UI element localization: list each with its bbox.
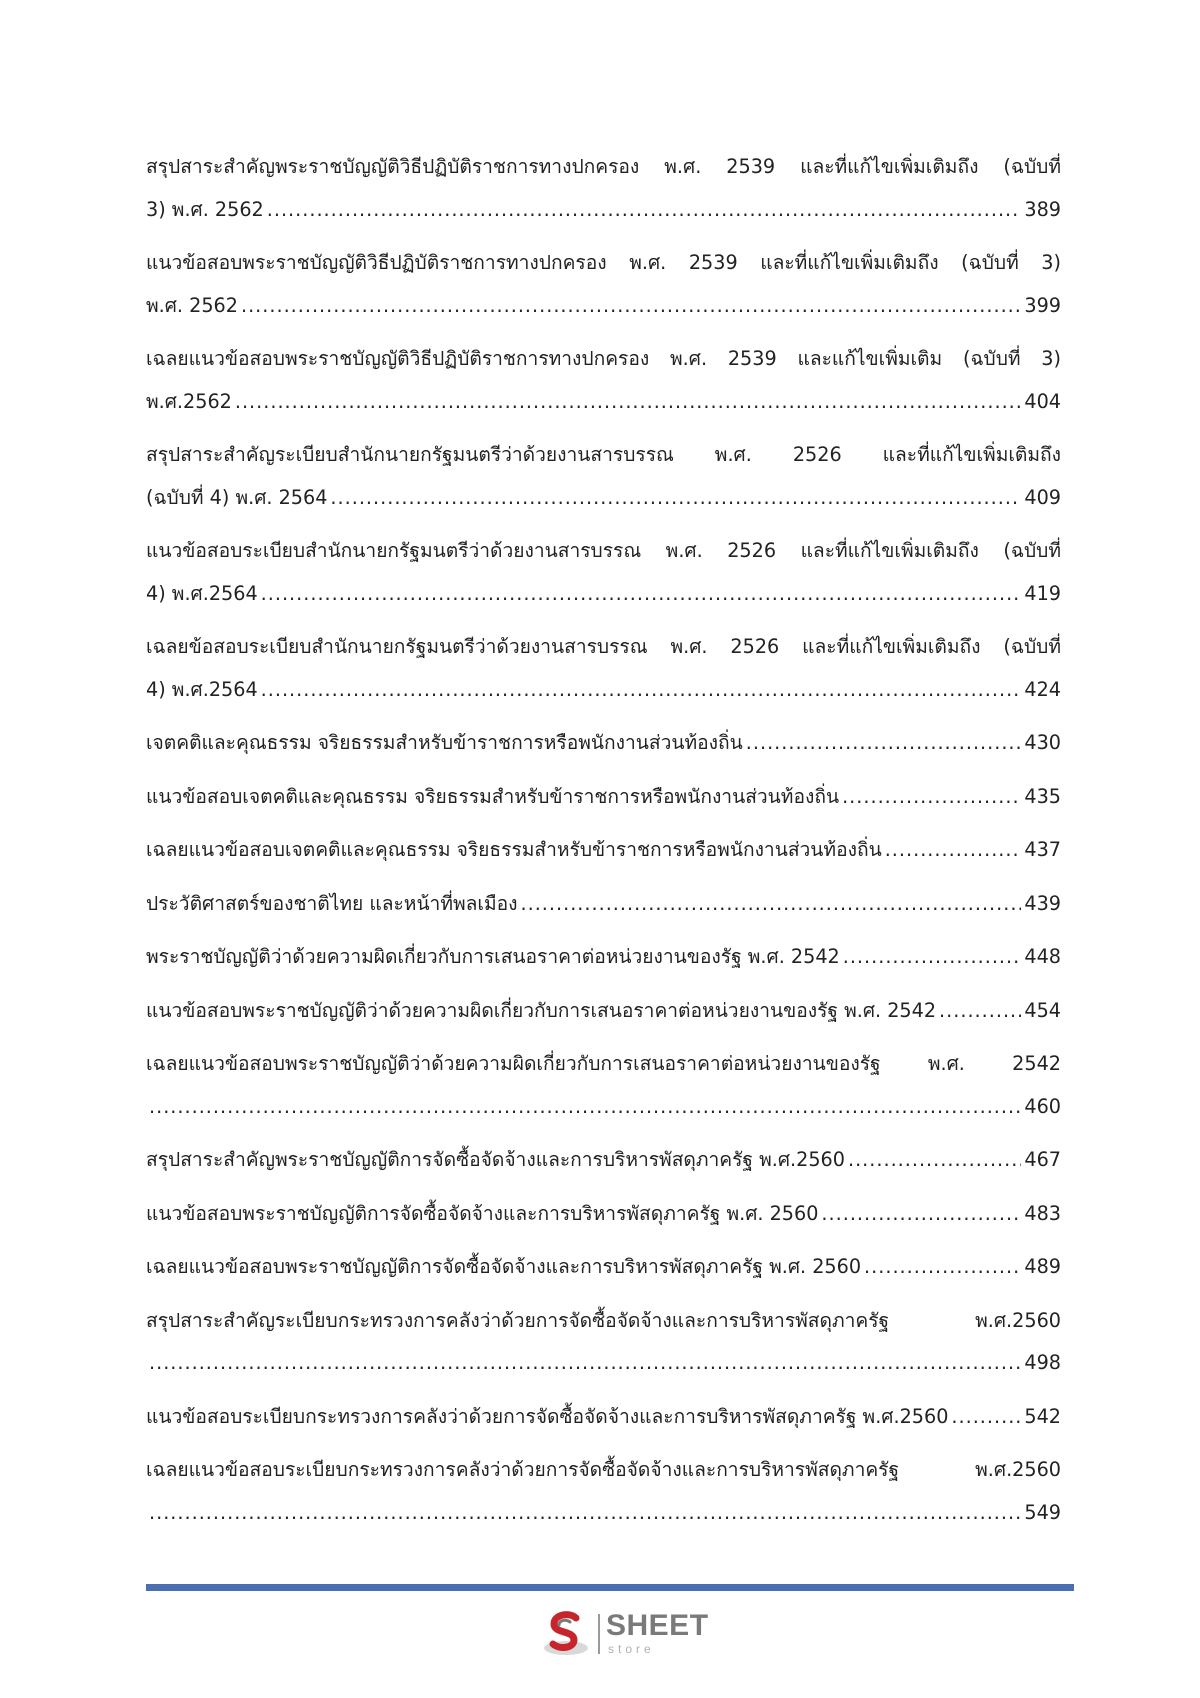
toc-entry-title-line: แนวข้อสอบระเบียบสำนักนายกรัฐมนตรีว่าด้วยงานสารบรรณ พ.ศ. 2526 และที่แก้ไขเพิ่มเติมถึง (ฉบับที่ (146, 539, 1061, 562)
toc-entry (146, 434, 1061, 519)
toc-entry-leader-line (146, 829, 1061, 872)
toc-page-number: 467 (1024, 1148, 1061, 1171)
dot-leader (149, 1492, 1021, 1535)
dot-leader (843, 936, 1022, 979)
toc-entry-title-line: แนวข้อสอบพระราชบัญญัติว่าด้วยความผิดเกี่ยวกับการเสนอราคาต่อหน่วยงานของรัฐ พ.ศ. 2542 (146, 998, 937, 1022)
toc-entry-title-line: พ.ศ.2562 (146, 389, 232, 413)
toc-entry-leader-line (146, 883, 1061, 926)
toc-page-number: 483 (1024, 1201, 1061, 1225)
dot-leader (267, 189, 1022, 232)
dot-leader (885, 829, 1022, 872)
dot-leader (149, 1086, 1021, 1129)
toc-page-number: 460 (1024, 1094, 1061, 1118)
toc-entry-title-line: สรุปสาระสำคัญระเบียบสำนักนายกรัฐมนตรีว่าด้วยงานสารบรรณ พ.ศ. 2526 และที่แก้ไขเพิ่มเติมถึง (146, 443, 1061, 466)
toc-entry-title-line: แนวข้อสอบเจตคติและคุณธรรม จริยธรรมสำหรับข้าราชการหรือพนักงานส่วนท้องถิ่น (146, 784, 840, 808)
toc-page-number: 448 (1024, 945, 1061, 968)
toc-entry-title-line: เฉลยแนวข้อสอบพระราชบัญญัติว่าด้วยความผิดเกี่ยวกับการเสนอราคาต่อหน่วยงานของรัฐ พ.ศ. 2542 (146, 1052, 1061, 1075)
toc-entry-leader-line (146, 936, 1061, 979)
toc-page-number: 424 (1024, 677, 1061, 701)
toc-entry (146, 1043, 1061, 1128)
toc-entry (146, 776, 1061, 819)
dot-leader (842, 776, 1021, 819)
toc-entry-leader-line (146, 990, 1061, 1033)
toc-entry-title-line: เฉลยแนวข้อสอบเจตคติและคุณธรรม จริยธรรมสำหรับข้าราชการหรือพนักงานส่วนท้องถิ่น (146, 838, 882, 861)
toc-page-number: 439 (1024, 891, 1061, 915)
toc-entry-title-line: สรุปสาระสำคัญพระราชบัญญัติการจัดซื้อจัดจ้างและการบริหารพัสดุภาครัฐ พ.ศ.2560 (146, 1148, 845, 1171)
logo-sub-text: store (608, 1642, 655, 1656)
toc-entry (146, 1246, 1061, 1289)
toc-page-number: 404 (1024, 389, 1061, 413)
toc-entry (146, 338, 1061, 423)
toc-entry-title-line: 4) พ.ศ.2564 (146, 677, 258, 701)
toc-entry (146, 883, 1061, 926)
toc-entry-title-line: พระราชบัญญัติว่าด้วยความผิดเกี่ยวกับการเสนอราคาต่อหน่วยงานของรัฐ พ.ศ. 2542 (146, 945, 840, 968)
toc-page-number: 435 (1024, 784, 1061, 808)
toc-entry-title-line: เฉลยแนวข้อสอบระเบียบกระทรวงการคลังว่าด้วยการจัดซื้อจัดจ้างและการบริหารพัสดุภาครัฐ พ.ศ.2560 (146, 1458, 1061, 1481)
toc-entry-title-line: เจตคติและคุณธรรม จริยธรรมสำหรับข้าราชการหรือพนักงานส่วนท้องถิ่น (146, 731, 743, 754)
toc-entry (146, 829, 1061, 872)
toc-entry-leader-line (146, 669, 1061, 712)
toc-entry-title-line: ประวัติศาสตร์ของชาติไทย และหน้าที่พลเมือง (146, 891, 518, 915)
dot-leader (821, 1193, 1021, 1236)
dot-leader (951, 1396, 1021, 1439)
table-of-contents (146, 146, 1061, 1545)
toc-entry (146, 1300, 1061, 1385)
dot-leader (241, 285, 1021, 328)
dot-leader (864, 1246, 1021, 1289)
footer-divider (146, 1584, 1074, 1591)
toc-entry-leader-line (146, 1342, 1061, 1385)
toc-entry-leader-line (146, 776, 1061, 819)
toc-entry-title-line: เฉลยแนวข้อสอบพระราชบัญญัติการจัดซื้อจัดจ้างและการบริหารพัสดุภาครัฐ พ.ศ. 2560 (146, 1255, 862, 1278)
dot-leader (261, 669, 1022, 712)
dot-leader (521, 883, 1022, 926)
toc-entry (146, 242, 1061, 327)
dot-leader (330, 477, 1021, 520)
toc-page-number: 549 (1024, 1500, 1061, 1524)
logo-brand-text: SHEET (606, 1609, 709, 1642)
toc-page-number: 409 (1024, 485, 1061, 509)
toc-page-number: 542 (1024, 1404, 1061, 1428)
toc-entry (146, 1193, 1061, 1236)
toc-entry-leader-line (146, 1246, 1061, 1289)
toc-page-number: 430 (1024, 731, 1061, 754)
toc-entry-leader-line (146, 1193, 1061, 1236)
toc-entry-title-line: สรุปสาระสำคัญพระราชบัญญัติวิธีปฏิบัติราชการทางปกครอง พ.ศ. 2539 และที่แก้ไขเพิ่มเติมถึง (ฉบับที่ (146, 155, 1061, 178)
toc-entry-leader-line (146, 1492, 1061, 1535)
toc-page-number: 419 (1024, 581, 1061, 605)
toc-entry-leader-line (146, 285, 1061, 328)
toc-entry (146, 990, 1061, 1033)
toc-entry-title-line: (ฉบับที่ 4) พ.ศ. 2564 (146, 485, 328, 509)
toc-entry-leader-line (146, 1139, 1061, 1182)
toc-entry (146, 1396, 1061, 1439)
toc-entry (146, 1139, 1061, 1182)
toc-page-number: 454 (1024, 998, 1061, 1022)
toc-entry-title-line: สรุปสาระสำคัญระเบียบกระทรวงการคลังว่าด้วยการจัดซื้อจัดจ้างและการบริหารพัสดุภาครัฐ พ.ศ.2560 (146, 1308, 1061, 1332)
toc-entry (146, 936, 1061, 979)
dot-leader (848, 1139, 1021, 1182)
toc-entry-title-line: แนวข้อสอบพระราชบัญญัติวิธีปฏิบัติราชการทางปกครอง พ.ศ. 2539 และที่แก้ไขเพิ่มเติมถึง (ฉบับที่ 3) (146, 251, 1061, 274)
toc-entry (146, 530, 1061, 615)
dot-leader (746, 722, 1022, 765)
toc-page-number: 489 (1024, 1255, 1061, 1278)
dot-leader (939, 990, 1021, 1033)
toc-entry-leader-line (146, 477, 1061, 520)
toc-entry-title-line: 4) พ.ศ.2564 (146, 581, 258, 605)
dot-leader (235, 381, 1022, 424)
toc-entry-title-line: พ.ศ. 2562 (146, 293, 238, 317)
toc-entry-title-line: แนวข้อสอบพระราชบัญญัติการจัดซื้อจัดจ้างและการบริหารพัสดุภาครัฐ พ.ศ. 2560 (146, 1201, 819, 1225)
toc-page-number: 437 (1024, 838, 1061, 861)
sheet-store-logo (540, 1608, 720, 1660)
logo-s-icon (540, 1608, 592, 1660)
toc-entry-leader-line (146, 1086, 1061, 1129)
toc-entry-title-line: เฉลยข้อสอบระเบียบสำนักนายกรัฐมนตรีว่าด้วยงานสารบรรณ พ.ศ. 2526 และที่แก้ไขเพิ่มเติมถึง (ฉบับที่ (146, 635, 1061, 658)
dot-leader (261, 573, 1022, 616)
toc-entry-leader-line (146, 722, 1061, 765)
toc-entry-leader-line (146, 381, 1061, 424)
toc-entry (146, 626, 1061, 711)
toc-entry-title-line: แนวข้อสอบระเบียบกระทรวงการคลังว่าด้วยการจัดซื้อจัดจ้างและการบริหารพัสดุภาครัฐ พ.ศ.2560 (146, 1404, 949, 1428)
toc-entry-leader-line (146, 1396, 1061, 1439)
toc-entry-leader-line (146, 189, 1061, 232)
toc-page-number: 389 (1024, 197, 1061, 221)
toc-entry-leader-line (146, 573, 1061, 616)
logo-separator (598, 1614, 600, 1654)
toc-page-number: 399 (1024, 293, 1061, 317)
dot-leader (149, 1342, 1021, 1385)
toc-entry-title-line: 3) พ.ศ. 2562 (146, 197, 264, 221)
toc-entry-title-line: เฉลยแนวข้อสอบพระราชบัญญัติวิธีปฏิบัติราชการทางปกครอง พ.ศ. 2539 และแก้ไขเพิ่มเติม (ฉบับที่ 3) (146, 347, 1061, 370)
toc-entry (146, 722, 1061, 765)
toc-entry (146, 1449, 1061, 1534)
toc-page-number: 498 (1024, 1351, 1061, 1374)
toc-entry (146, 146, 1061, 231)
